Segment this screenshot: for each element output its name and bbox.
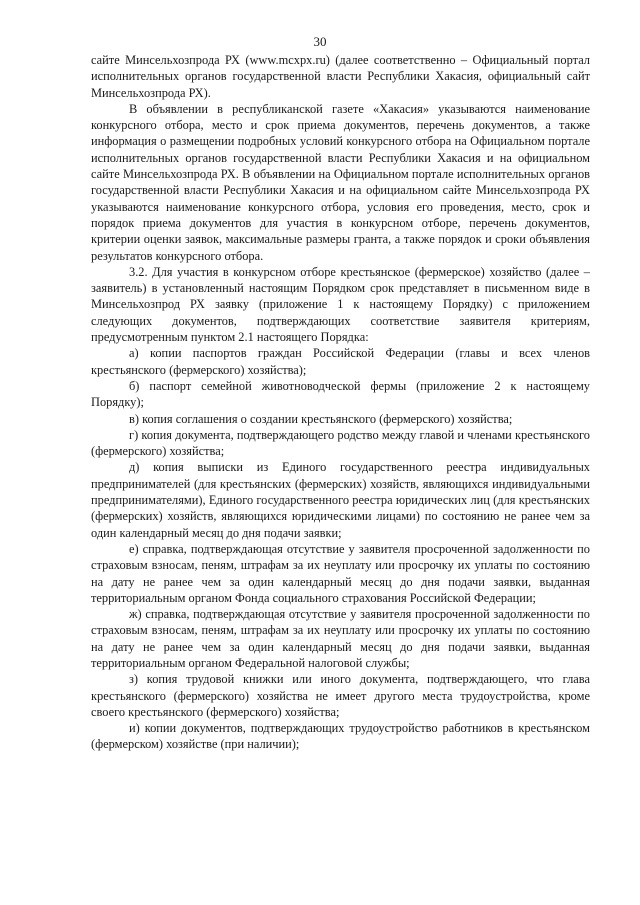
list-item-i: и) копии документов, подтверждающих трудоустройство работников в крестьянском (фермерском) хозяйстве (при наличии); [91, 721, 590, 752]
list-item-a: а) копии паспортов граждан Российской Федерации (главы и всех членов крестьянского (фермерского) хозяйства); [91, 346, 590, 377]
list-item-v: в) копия соглашения о создании крестьянского (фермерского) хозяйства; [129, 411, 513, 426]
list-item-b: б) паспорт семейной животноводческой фермы (приложение 2 к настоящему Порядку); [91, 378, 590, 410]
list-item-z: з) копия трудовой книжки или иного документа, подтверждающего, что глава крестьянского (фермерского) хозяйства не имеет другого места трудоустройства, кроме своего крестьянского (фермерского) хозяйства; [91, 672, 590, 719]
paragraph-section-3-2: 3.2. Для участия в конкурсном отборе крестьянское (фермерское) хозяйство (далее – заявитель) в установленный настоящим Порядком срок представляет в письменном виде в Минсельхозпрод РХ заявку (приложение 1 к настоящему Порядку) с приложением следующих документов, подтверждающих соответствие заявителя критериям, предусмотренным пунктом 2.1 настоящего Порядка: [91, 264, 590, 345]
paragraph-continuation: сайте Минсельхозпрода РХ (www.mcxpx.ru) (далее соответственно – Официальный портал исполнительных органов государственной власти Республики Хакасия, официальный сайт Минсельхозпрода РХ). [91, 53, 590, 100]
document-body [91, 52, 590, 753]
page-number: 30 [313, 34, 327, 49]
list-item-zh: ж) справка, подтверждающая отсутствие у заявителя просроченной задолженности по страховым взносам, пеням, штрафам за их неуплату или просрочку их уплаты по состоянию на дату не ранее чем за один календарный месяц до дня подачи заявки, выданная территориальным органом Федеральной налоговой службы; [91, 607, 590, 670]
list-item-d: д) копия выписки из Единого государственного реестра индивидуальных предпринимателей (для крестьянских (фермерских) хозяйств, являющихся индивидуальными предпринимателями), Единого государственного реестра юридических лиц (для крестьянских (фермерских) хозяйств, являющихся юридическими лицами) по состоянию не ранее чем за один календарный месяц до дня подачи заявки; [91, 460, 590, 540]
paragraph-announcement: В объявлении в республиканской газете «Хакасия» указываются наименование конкурсного отбора, место и срок приема документов, перечень документов, а также информация о размещении подробных условий конкурсного отбора на Официальном портале исполнительных органов государственной власти Республики Хакасия и на официальном сайте Минсельхозпрода РХ. В объявлении на Официальном портале исполнительных органов государственной власти Республики Хакасия и на официальном сайте Минсельхозпрода РХ указываются наименование конкурсного отбора, условия его проведения, место, срок и порядок приема документов для участия в конкурсном отборе, перечень документов, критерии оценки заявок, максимальные размеры гранта, а также порядок и сроки объявления результатов конкурсного отбора. [91, 101, 590, 263]
list-item-e: е) справка, подтверждающая отсутствие у заявителя просроченной задолженности по страховым взносам, пеням, штрафам за их неуплату или просрочку их уплаты по состоянию на дату не ранее чем за один календарный месяц до дня подачи заявки, выданная территориальным органом Фонда социального страхования Российской Федерации; [91, 541, 590, 605]
list-item-g: г) копия документа, подтверждающего родство между главой и членами крестьянского (фермерского) хозяйства; [91, 427, 590, 459]
